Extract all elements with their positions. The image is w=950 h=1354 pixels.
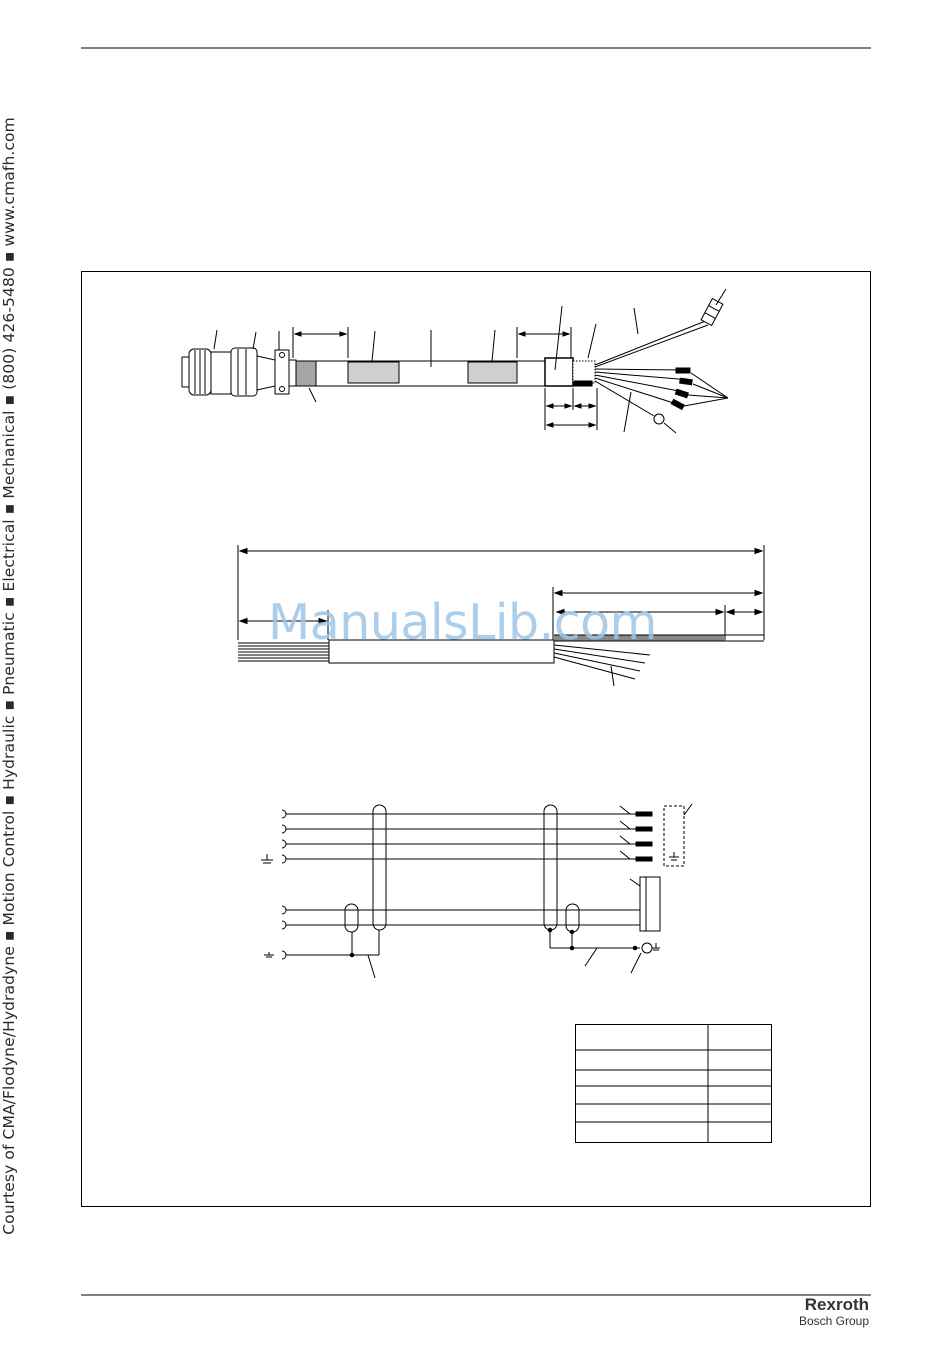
logo-brand: Rexroth — [804, 1295, 869, 1314]
side-note: Courtesy of CMA/Flodyne/Hydradyne ▪ Motion Control ▪ Hydraulic ▪ Pneumatic ▪ Electrical ▪ Mechanical ▪ (800) 426-5480 ▪ www.cmafh.com — [0, 117, 18, 1235]
wiring-schematic — [261, 804, 692, 978]
data-table — [575, 1024, 772, 1143]
cable-assembly-view — [182, 289, 728, 433]
logo-group: Bosch Group — [798, 1314, 869, 1328]
rexroth-logo — [799, 1296, 869, 1328]
watermark: ManualsLib.com — [268, 594, 657, 651]
drawing-frame — [82, 272, 871, 1207]
